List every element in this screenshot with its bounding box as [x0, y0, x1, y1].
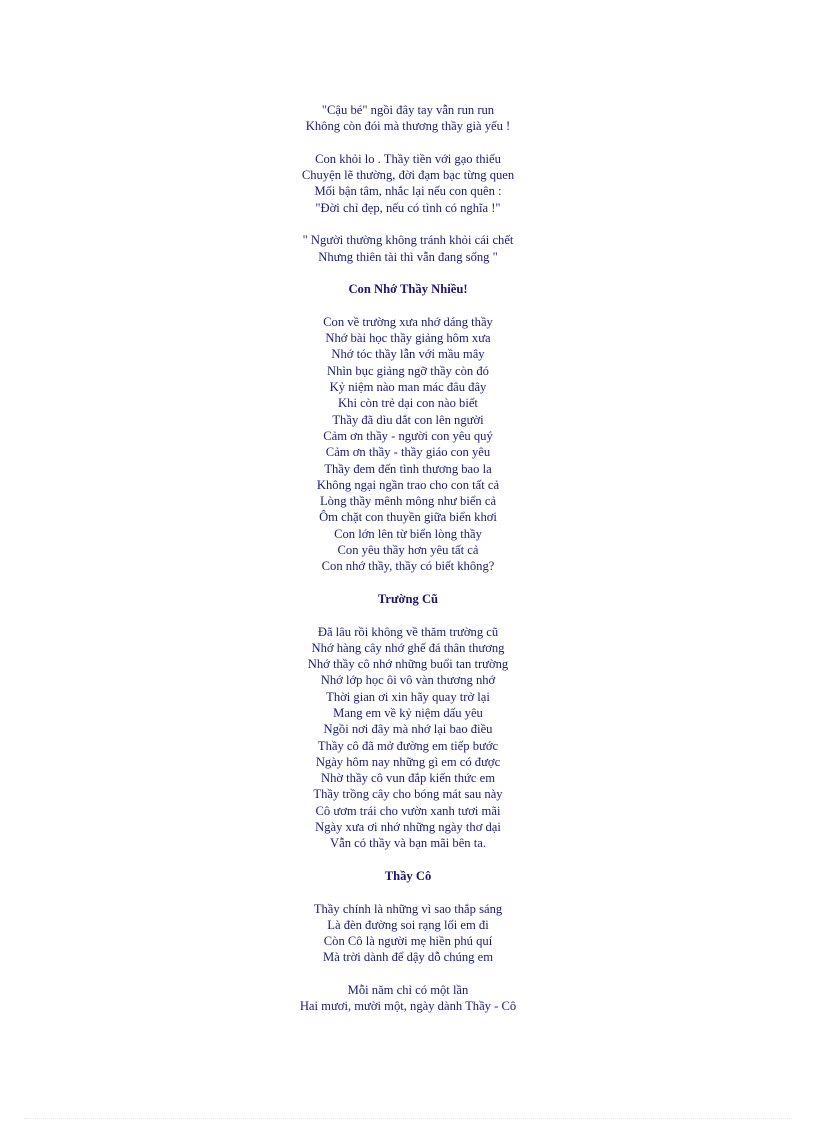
poem-1-lines — [0, 314, 816, 575]
poem-3-stanza-2 — [0, 982, 816, 1015]
text-line: Mỗi năm chỉ có một lần — [347, 983, 469, 998]
text-line: Ngồi nơi đây mà nhớ lại bao điều — [323, 722, 493, 737]
poem-title: Trường Cũ — [377, 591, 439, 606]
poem-title: Thầy Cô — [384, 868, 432, 883]
text-line: Là đèn đường soi rạng lối em đi — [327, 917, 489, 932]
poem-title: Con Nhớ Thầy Nhiều! — [348, 282, 468, 297]
text-line: Kỷ niệm nào man mác đâu đây — [329, 380, 487, 395]
text-line: " Người thường không tránh khỏi cái chết — [302, 233, 514, 248]
intro-stanza-1 — [0, 102, 816, 135]
text-line: Cảm ơn thầy - người con yêu quý — [323, 428, 493, 443]
text-line: Ôm chặt con thuyền giữa biển khơi — [319, 510, 497, 525]
text-line: Nhớ thầy cô nhớ những buổi tan trường — [307, 657, 509, 672]
text-line: Con nhớ thầy, thầy có biết không? — [321, 559, 495, 574]
text-line: Cô ươm trái cho vườn xanh tươi mãi — [315, 803, 501, 818]
text-line: Con khỏi lo . Thầy tiền với gạo thiếu — [315, 151, 501, 166]
text-line: Nhớ bài học thầy giảng hôm xưa — [325, 331, 491, 346]
text-line: Nhớ tóc thầy lẫn với mầu mây — [331, 347, 485, 362]
text-line: Nhớ hàng cây nhớ ghế đá thân thương — [311, 640, 505, 655]
text-line: Nhưng thiên tài thì vẫn đang sống " — [318, 249, 498, 264]
text-line: Đã lâu rồi không về thăm trường cũ — [317, 624, 499, 639]
text-line: Thầy đã dìu dắt con lên người — [332, 412, 484, 427]
text-line: Vẫn có thầy và bạn mãi bên ta. — [330, 836, 486, 851]
text-line: "Cậu bé" ngồi đây tay vẫn run run — [321, 103, 495, 117]
text-line: Thời gian ơi xin hãy quay trở lại — [326, 689, 490, 704]
text-line: Chuyện lẽ thường, đời đạm bạc từng quen — [301, 168, 515, 183]
text-line: Con về trường xưa nhớ dáng thầy — [323, 314, 493, 329]
text-line: Nhớ lớp học ôi vô vàn thương nhớ — [320, 673, 496, 688]
text-line: Nhìn bục giảng ngỡ thầy còn đó — [327, 363, 489, 378]
text-line: Thầy chính là những vì sao thắp sáng — [313, 901, 503, 916]
poem-text-block — [0, 102, 816, 1015]
text-line: Còn Cô là người mẹ hiền phú quí — [323, 934, 493, 949]
text-line: Nhờ thầy cô vun đắp kiến thức em — [320, 771, 495, 786]
text-line: Thầy đem đến tình thương bao la — [324, 461, 492, 476]
text-line: Không ngại ngần trao cho con tất cả — [316, 477, 500, 492]
text-line: Ngày hôm nay những gì em có được — [315, 754, 501, 769]
text-line: Hai mươi, mười một, ngày dành Thầy - Cô — [299, 999, 517, 1014]
text-line: Cảm ơn thầy - thầy giáo con yêu — [325, 445, 491, 460]
intro-stanza-3 — [0, 232, 816, 265]
text-line: Lòng thầy mênh mông như biển cả — [319, 494, 497, 509]
text-line: Mối bận tâm, nhắc lại nếu con quên : — [314, 184, 502, 199]
text-line: Thầy cô đã mở đường em tiếp bước — [317, 738, 499, 753]
page-bottom-rule — [24, 1118, 792, 1119]
poem-3-stanza-1 — [0, 901, 816, 966]
text-line: Khi còn trẻ dại con nào biết — [338, 396, 478, 411]
intro-stanza-2 — [0, 151, 816, 216]
text-line: Không còn đói mà thương thầy già yếu ! — [305, 119, 511, 134]
text-line: "Đời chỉ đẹp, nếu có tình có nghĩa !" — [315, 200, 501, 215]
text-line: Con yêu thầy hơn yêu tất cả — [337, 543, 479, 558]
text-line: Ngày xưa ơi nhớ những ngày thơ dại — [315, 820, 501, 835]
poem-2-lines — [0, 624, 816, 852]
text-line: Mang em về kỷ niệm dấu yêu — [333, 705, 483, 720]
text-line: Mà trời dành để dậy dỗ chúng em — [323, 950, 493, 965]
text-line: Thầy trồng cây cho bóng mát sau này — [313, 787, 503, 802]
text-line: Con lớn lên từ biển lòng thầy — [334, 526, 482, 541]
